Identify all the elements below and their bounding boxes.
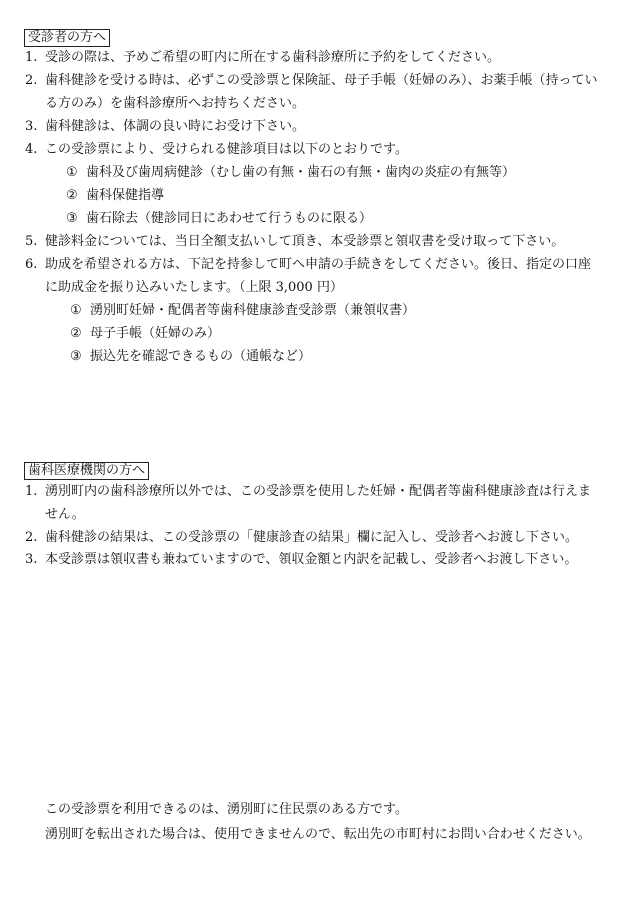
residency-note: この受診票を利用できるのは、湧別町に住民票のある方です。: [45, 802, 408, 817]
item-text: せん。: [45, 507, 85, 522]
item-number: 2.: [25, 530, 38, 545]
circled-number: ③: [66, 211, 78, 226]
circled-number: ①: [70, 303, 82, 318]
item-text: 健診料金については、当日全額支払いして頂き、本受診票と領収書を受け取って下さい。: [45, 234, 565, 249]
exam-item-text: 歯石除去（健診同日にあわせて行うものに限る）: [86, 211, 373, 226]
item-text: に助成金を振り込みいたします。（上限 3,000 円）: [45, 280, 343, 295]
item-text: 本受診票は領収書も兼ねていますので、領収金額と内訳を記載し、受診者へお渡し下さい。: [45, 552, 578, 567]
item-text: 受診の際は、予めご希望の町内に所在する歯科診療所に予約をしてください。: [45, 50, 501, 65]
bring-item-text: 振込先を確認できるもの（通帳など）: [90, 349, 312, 364]
bring-item-text: 湧別町妊婦・配偶者等歯科健康診査受診票（兼領収書）: [90, 303, 416, 318]
item-text: 湧別町内の歯科診療所以外では、この受診票を使用した妊婦・配偶者等歯科健康診査は行えま: [45, 484, 592, 499]
item-text: この受診票により、受けられる健診項目は以下のとおりです。: [45, 142, 408, 157]
item-text: 助成を希望される方は、下記を持参して町へ申請の手続きをしてください。後日、指定の口座: [45, 257, 592, 272]
item-text: る方のみ）を歯科診療所へお持ちください。: [45, 96, 306, 111]
item-number: 1.: [25, 484, 38, 499]
item-number: 2.: [25, 73, 38, 88]
item-number: 4.: [25, 142, 38, 157]
circled-number: ②: [66, 188, 78, 203]
item-text: 歯科健診の結果は、この受診票の「健康診査の結果」欄に記入し、受診者へお渡し下さい。: [45, 530, 579, 545]
section-heading-patients: 受診者の方へ: [24, 29, 110, 47]
item-number: 6.: [25, 257, 38, 272]
circled-number: ①: [66, 165, 78, 180]
item-number: 5.: [25, 234, 38, 249]
item-number: 3.: [25, 552, 38, 567]
item-number: 3.: [25, 119, 38, 134]
item-text: 歯科健診は、体調の良い時にお受け下さい。: [45, 119, 306, 134]
circled-number: ③: [70, 349, 82, 364]
relocation-note: 湧別町を転出された場合は、使用できませんので、転出先の市町村にお問い合わせください。: [45, 827, 591, 842]
circled-number: ②: [70, 326, 82, 341]
exam-item-text: 歯科保健指導: [86, 188, 165, 203]
item-number: 1.: [25, 50, 38, 65]
exam-item-text: 歯科及び歯周病健診（むし歯の有無・歯石の有無・歯肉の炎症の有無等）: [86, 165, 516, 180]
item-text: 歯科健診を受ける時は、必ずこの受診票と保険証、母子手帳（妊婦のみ）、お薬手帳（持ってい: [45, 73, 598, 88]
section-heading-dental-clinics: 歯科医療機関の方へ: [24, 462, 149, 480]
bring-item-text: 母子手帳（妊婦のみ）: [90, 326, 221, 341]
